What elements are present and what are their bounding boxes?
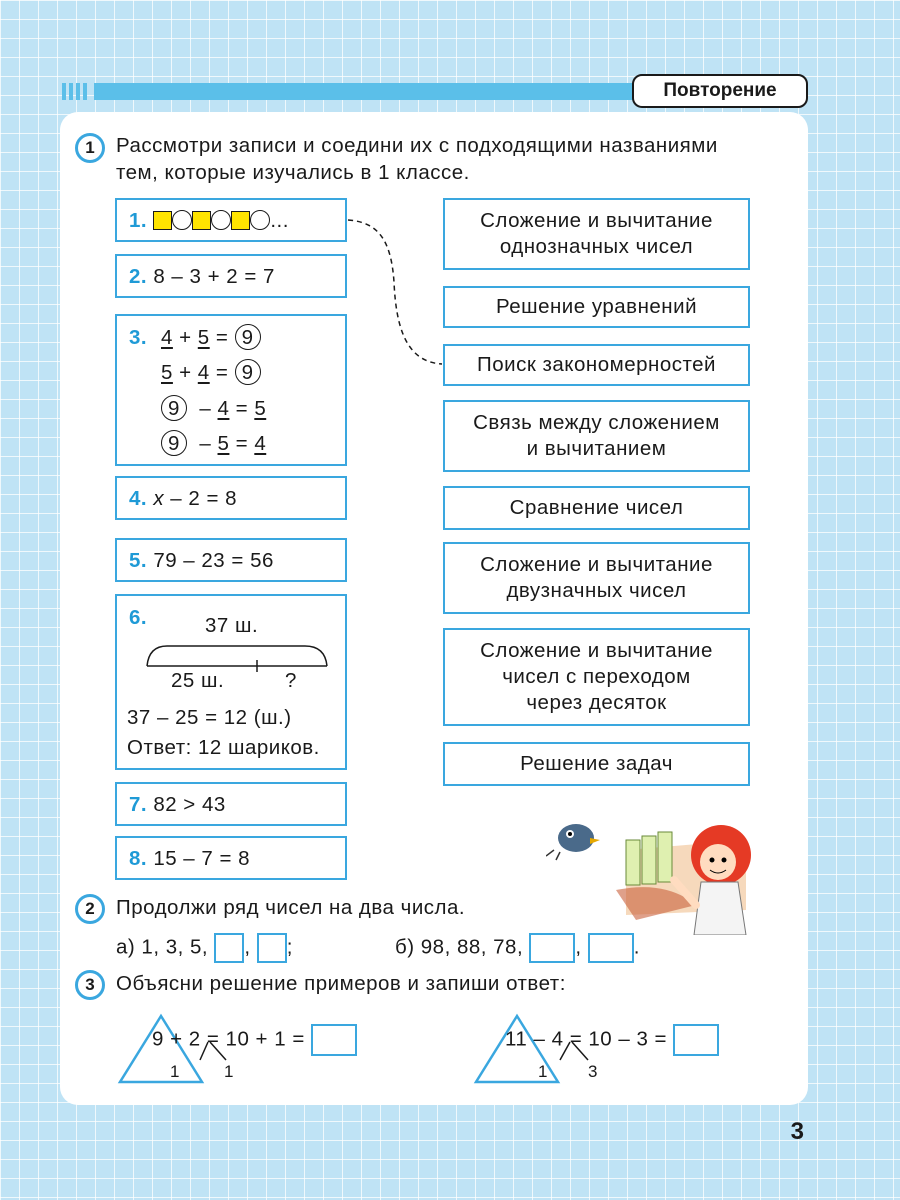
task-3-number: 3: [75, 970, 105, 1000]
item-7-expression: 82 > 43: [153, 793, 226, 816]
item-6-total: 37 ш.: [205, 614, 259, 637]
item-4-expression: – 2 = 8: [170, 487, 238, 510]
item-5-box: [115, 538, 347, 582]
topic-6[interactable]: Сложение и вычитание двузначных чисел: [443, 542, 750, 614]
item-6-part: 25 ш.: [171, 669, 225, 692]
answer-box-b1[interactable]: [529, 933, 575, 963]
header-stripes: [62, 83, 87, 100]
task-1-number: 1: [75, 133, 105, 163]
item-1-ellipsis: ...: [270, 209, 289, 232]
answer-box-a2[interactable]: [257, 933, 287, 963]
item-3-box: [115, 314, 347, 466]
item-6-number: 6.: [129, 606, 148, 629]
circle-icon: [172, 210, 192, 230]
section-tag: Повторение: [632, 74, 808, 108]
example-2-split-2: 3: [588, 1062, 598, 1081]
yellow-square-icon: [231, 211, 250, 230]
yellow-square-icon: [192, 211, 211, 230]
topic-2[interactable]: Решение уравнений: [443, 286, 750, 328]
topic-4[interactable]: Связь между сложением и вычитанием: [443, 400, 750, 472]
answer-box-ex2[interactable]: [673, 1024, 719, 1056]
item-6-answer: Ответ: 12 шариков.: [127, 736, 320, 759]
answer-box-a1[interactable]: [214, 933, 244, 963]
circle-icon: [211, 210, 231, 230]
task-3-text: Объясни решение примеров и запиши ответ:: [116, 972, 566, 995]
dashed-connector: [346, 212, 446, 372]
circle-icon: [250, 210, 270, 230]
task-2-a-label: а) 1, 3, 5,: [116, 935, 209, 959]
example-1: 9 + 2 = 10 + 1 =: [152, 1024, 357, 1056]
topic-8[interactable]: Решение задач: [443, 742, 750, 786]
item-6-calculation: 37 – 25 = 12 (ш.): [127, 706, 292, 729]
yellow-square-icon: [153, 211, 172, 230]
item-3-row-b: 5 + 4 = 9: [161, 359, 261, 385]
task-2-text: Продолжи ряд чисел на два числа.: [116, 896, 466, 919]
task-1-text-line1: Рассмотри записи и соедини их с подходящими названиями: [116, 134, 718, 157]
topic-1[interactable]: Сложение и вычитание однозначных чисел: [443, 198, 750, 270]
item-7-number: 7.: [129, 793, 148, 816]
item-2-number: 2.: [129, 265, 148, 288]
item-4-number: 4.: [129, 487, 148, 510]
item-1-number: 1.: [129, 209, 148, 232]
task-2-b-label: б) 98, 88, 78,: [395, 935, 524, 959]
topic-5[interactable]: Сравнение чисел: [443, 486, 750, 530]
item-6-unknown: ?: [285, 669, 297, 692]
item-4-box: [115, 476, 347, 520]
task-2-row-b: б) 98, 88, 78, , .: [395, 933, 640, 963]
item-8-number: 8.: [129, 847, 148, 870]
item-2-box: [115, 254, 347, 298]
topic-7[interactable]: Сложение и вычитание чисел с переходом через десяток: [443, 628, 750, 726]
item-7-box: [115, 782, 347, 826]
item-3-number: 3.: [129, 326, 148, 349]
example-1-split-2: 1: [224, 1062, 234, 1081]
header-bar: [94, 83, 654, 100]
boy-and-bird-illustration: [546, 810, 761, 935]
answer-box-ex1[interactable]: [311, 1024, 357, 1056]
item-5-expression: 79 – 23 = 56: [153, 549, 274, 572]
task-1-text-line2: тем, которые изучались в 1 классе.: [116, 161, 470, 184]
topic-3[interactable]: Поиск закономерностей: [443, 344, 750, 386]
item-2-expression: 8 – 3 + 2 = 7: [153, 265, 275, 288]
item-8-box: [115, 836, 347, 880]
item-3-row-a: 4 + 5 = 9: [161, 324, 261, 350]
task-2-row-a: а) 1, 3, 5, , ;: [116, 933, 293, 963]
example-2-split-1: 1: [538, 1062, 548, 1081]
page-number: 3: [790, 1118, 804, 1145]
item-3-row-d: 9 – 5 = 4: [161, 430, 266, 456]
example-2: 11 – 4 = 10 – 3 =: [505, 1024, 719, 1056]
item-4-variable: x: [153, 487, 165, 510]
item-1-box: [115, 198, 347, 242]
item-5-number: 5.: [129, 549, 148, 572]
example-1-split-1: 1: [170, 1062, 180, 1081]
task-2-number: 2: [75, 894, 105, 924]
item-8-expression: 15 – 7 = 8: [153, 847, 251, 870]
item-3-row-c: 9 – 4 = 5: [161, 395, 266, 421]
answer-box-b2[interactable]: [588, 933, 634, 963]
item-6-box: [115, 594, 347, 770]
